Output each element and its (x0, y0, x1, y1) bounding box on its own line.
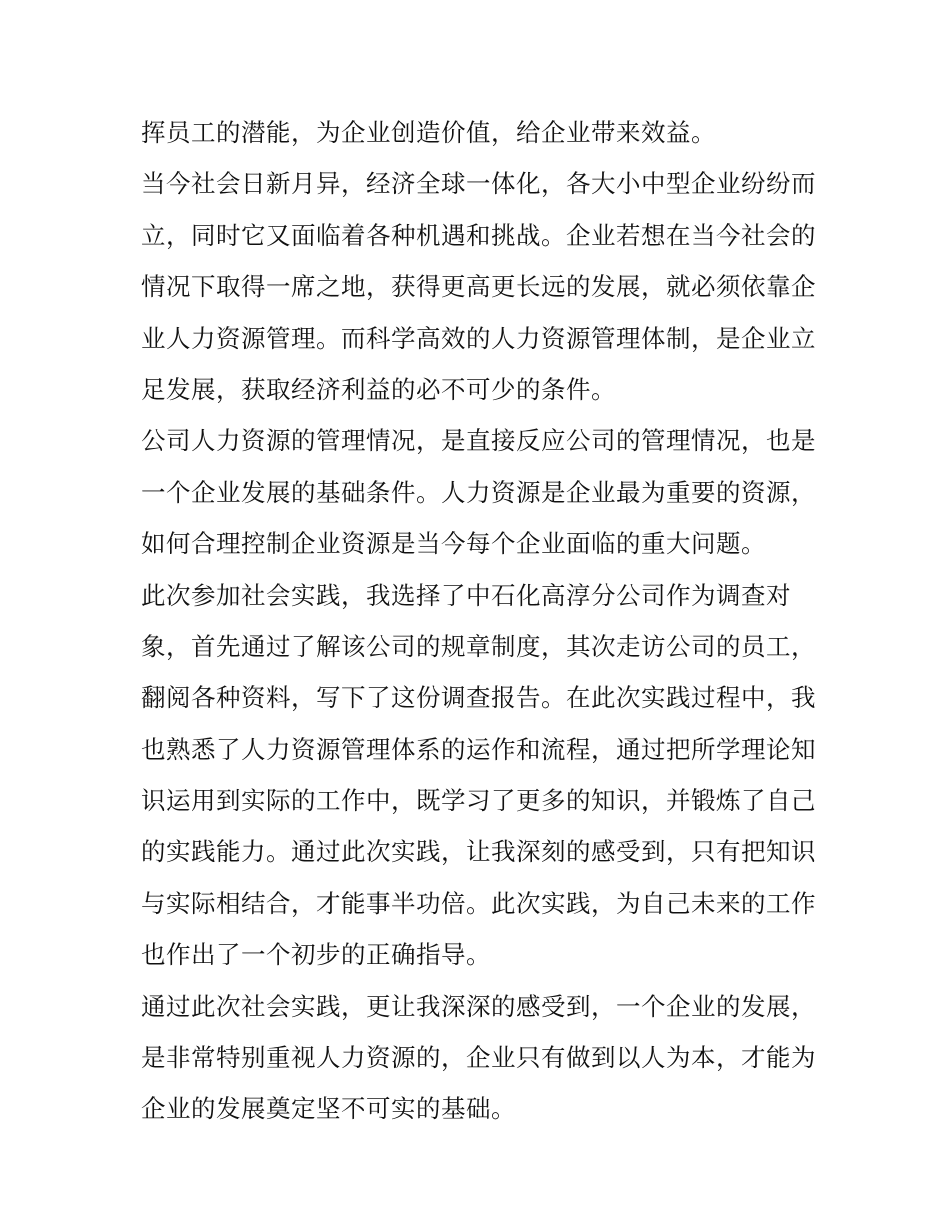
text-line: 通过此次社会实践，更让我深深的感受到，一个企业的发展， (141, 991, 816, 1021)
text-line: 立，同时它又面临着各种机遇和挑战。企业若想在当今社会的 (141, 220, 816, 250)
text-line: 也熟悉了人力资源管理体系的运作和流程，通过把所学理论知 (141, 734, 816, 764)
text-line: 当今社会日新月异，经济全球一体化，各大小中型企业纷纷而 (141, 169, 816, 199)
text-line: 如何合理控制企业资源是当今每个企业面临的重大问题。 (141, 529, 766, 559)
text-line: 情况下取得一席之地，获得更高更长远的发展，就必须依靠企 (141, 272, 816, 302)
text-line: 也作出了一个初步的正确指导。 (141, 940, 491, 970)
text-line: 企业的发展奠定坚不可实的基础。 (141, 1094, 516, 1124)
text-line: 挥员工的潜能，为企业创造价值，给企业带来效益。 (141, 118, 716, 147)
text-line: 业人力资源管理。而科学高效的人力资源管理体制，是企业立 (141, 323, 816, 353)
text-line: 是非常特别重视人力资源的，企业只有做到以人为本，才能为 (141, 1043, 816, 1073)
text-line: 与实际相结合，才能事半功倍。此次实践，为自己未来的工作 (141, 888, 816, 918)
text-line: 一个企业发展的基础条件。人力资源是企业最为重要的资源， (141, 477, 816, 507)
text-line: 此次参加社会实践，我选择了中石化高淳分公司作为调查对 (141, 580, 791, 610)
text-line: 翻阅各种资料，写下了这份调查报告。在此次实践过程中，我 (141, 683, 816, 713)
text-line: 的实践能力。通过此次实践，让我深刻的感受到，只有把知识 (141, 837, 816, 867)
text-line: 识运用到实际的工作中，既学习了更多的知识，并锻炼了自己 (141, 786, 816, 816)
text-line: 公司人力资源的管理情况，是直接反应公司的管理情况，也是 (141, 426, 816, 456)
body-text (141, 107, 821, 1135)
text-line: 足发展，获取经济利益的必不可少的条件。 (141, 374, 616, 404)
text-line: 象，首先通过了解该公司的规章制度，其次走访公司的员工， (141, 631, 816, 661)
